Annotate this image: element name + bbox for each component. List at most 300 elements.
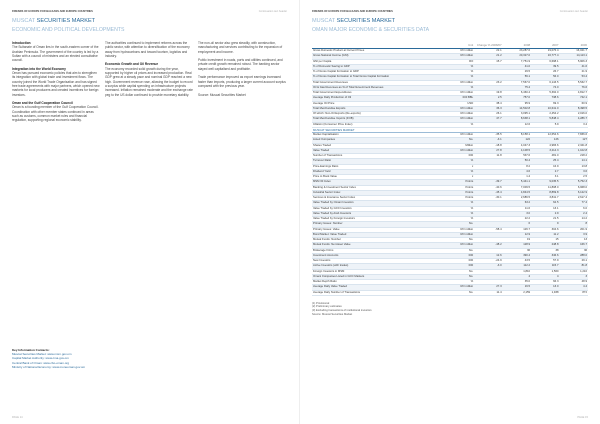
row-label: Brokerage Firms [312, 248, 447, 253]
row-label: Price-Earnings Ratio [312, 164, 447, 169]
paragraph [12, 41, 100, 62]
row-label: Services & Insurance Sector Index [312, 196, 447, 201]
row-value-year-3: 1,210 [560, 269, 588, 274]
row-value-year-3: 21.9 [560, 70, 588, 75]
title-main: SECURITIES MARKET [336, 18, 396, 24]
row-value-year-3: 81.8 [560, 264, 588, 269]
row-value-year-3: 13.8 [560, 164, 588, 169]
row-value-year-1: 20,327.0 [503, 54, 531, 59]
paragraph-heading: Economic Growth and Oil Revenue [105, 62, 159, 67]
section-subtitle: ECONOMIC AND POLITICAL DEVELOPMENTS [12, 27, 125, 33]
row-value-year-3: 6,122.9 [560, 190, 588, 195]
row-value-year-2: 5.9 [531, 122, 559, 127]
row-label: Total Government Expenditures [312, 91, 447, 96]
row-value-year-1: 50.4 [503, 159, 531, 164]
paragraph [105, 62, 193, 96]
paragraph-body: The non-oil sector also grew steadily, with construction, manufacturing and services contributing to the expansion of employment and income. [198, 41, 283, 54]
row-label: Market Capitalisation [312, 133, 447, 138]
row-value-year-2: 9,035.5 [531, 180, 559, 185]
row-unit: Million [447, 143, 474, 148]
row-value-year-1: 12.9 [503, 232, 531, 237]
row-value-year-3: 2,016.0 [560, 112, 588, 117]
title-prefix: MUSCAT [312, 18, 336, 24]
row-value-year-1: 2,159 [503, 290, 531, 295]
row-label: Oil & Gas Revenues as % of Total Government Revenues [312, 85, 447, 90]
row-value-year-1: 95.9 [503, 101, 531, 106]
row-value-year-1: 75.4 [503, 85, 531, 90]
row-label: Of which: Non-Oil Exports (Re-exports) [312, 112, 447, 117]
paragraph-body: Oman is a founding member of the Gulf Cooperation Council. Coordination with other member states continued in areas such as customs, common market rules and financial regulation, supporting regional economic stability. [12, 105, 99, 123]
row-unit: RO million [447, 227, 474, 232]
row-change: -24.9 [474, 259, 502, 264]
row-change: 38.4 [474, 101, 502, 106]
row-value-year-1: 19 [503, 238, 531, 243]
row-value-year-1: 390.4 [503, 253, 531, 258]
section-subtitle: OMAN MAJOR ECONOMIC & SECURITIES DATA [312, 27, 430, 33]
row-unit: RO million [447, 112, 474, 117]
paragraph-body: Source: Muscat Securities Market [198, 92, 246, 97]
row-value-year-2: 5,392.0 [531, 91, 559, 96]
row-label: % of Gross Capital Formation to Total Gross Capital Formation [312, 75, 447, 80]
row-label: Market Depth Ratio [312, 280, 447, 285]
row-label: GNI per Capita [312, 59, 447, 64]
row-value-year-2: 2,454.2 [531, 112, 559, 117]
row-value-year-3: 2,617.4 [560, 196, 588, 201]
row-value-year-3: 76.6 [560, 85, 588, 90]
row-value-year-2: 3,841.7 [531, 196, 559, 201]
row-label: Foreign Investors in MSM [312, 269, 447, 274]
row-unit: 000 [447, 253, 474, 258]
data-table-header [312, 40, 588, 49]
row-value-year-2: 39.5 [531, 64, 559, 69]
row-value-year-2: 304.6 [531, 227, 559, 232]
running-continuation: Continuation text header [559, 10, 588, 13]
table-note: (1) Provisional [312, 301, 330, 305]
row-value-year-1: 8,638.1 [503, 117, 531, 122]
row-unit: RO million [447, 243, 474, 248]
row-unit: % [447, 122, 474, 127]
header-year-2: 2007 [531, 40, 559, 49]
row-value-year-1: 128.9 [503, 243, 531, 248]
row-value-year-1: 35.0 [503, 280, 531, 285]
row-value-year-3: 3.4 [560, 122, 588, 127]
paragraph-body: The economy recorded solid growth during the year, supported by higher oil prices and increased production. Real GDP grew at a steady pace and nominal GDP reached a new high. Government revenue rose, allowing the budget to record a surplus while capital spending on infrastructure projects increased. Inflation remained moderate and the exchange rate peg to the US dollar continued to provide monetary stability. [105, 66, 193, 97]
row-value-year-2: 3,214.3 [531, 148, 559, 153]
contact-link[interactable]: Capital Market Authority: www.cma.gov.om [12, 356, 69, 361]
section-title [312, 18, 588, 25]
row-unit: % [447, 211, 474, 216]
row-value-year-2: 62.5 [531, 201, 559, 206]
row-value-year-1: 8.2 [503, 164, 531, 169]
row-value-year-1: 5,441.1 [503, 180, 531, 185]
row-value-year-1: 41.0 [503, 64, 531, 69]
row-value-year-1: 3.0 [503, 211, 531, 216]
paragraph-heading: Integration into the World Economy [12, 66, 66, 71]
paragraph-heading: Introduction [12, 41, 31, 45]
row-change: 2.5 [474, 96, 502, 101]
row-value-year-2: 21.5 [531, 217, 559, 222]
row-value-year-3: 5,906.3 [560, 59, 588, 64]
row-value-year-2: 126 [531, 138, 559, 143]
row-unit: RO million [447, 117, 474, 122]
row-unit: % [447, 217, 474, 222]
row-change: -30.1 [474, 196, 502, 201]
paragraph-body: Trade performance improved as export earnings increased faster than imports, producing a larger current account surplus compared with the previous year. [198, 75, 286, 88]
row-value-year-1: 7,567.0 [503, 80, 531, 85]
row-label: Turnover Ratio [312, 159, 447, 164]
row-unit: % [447, 206, 474, 211]
row-value-year-2: 6,143.5 [531, 80, 559, 85]
row-label: Average Daily Number of Transactions [312, 290, 447, 295]
text-column-1 [12, 41, 100, 127]
header-unit: Unit [447, 40, 474, 49]
row-value-year-2: 15 [531, 238, 559, 243]
row-value-year-3: 48.9 [560, 280, 588, 285]
row-label: Shares Traded [312, 143, 447, 148]
row-value-year-3: 5,752.3 [560, 180, 588, 185]
row-change: 19.8 [474, 91, 502, 96]
row-value-year-1: 122 [503, 138, 531, 143]
row-unit: USD [447, 101, 474, 106]
row-unit: % [447, 201, 474, 206]
row-value-year-2: 11.2 [531, 232, 559, 237]
row-change: 11.4 [474, 290, 502, 295]
row-value-year-2: 346.6 [531, 253, 559, 258]
row-value-year-2: 3.1 [531, 175, 559, 180]
row-unit: No. [447, 290, 474, 295]
text-columns [12, 41, 287, 127]
note-heading: Key Information Contacts: [12, 348, 50, 352]
row-unit: % [447, 64, 474, 69]
row-label: Value Traded [312, 148, 447, 153]
row-unit: % [447, 169, 474, 174]
row-value-year-3: 29.1 [560, 259, 588, 264]
row-value-year-1: 7,009.5 [503, 185, 531, 190]
row-unit: No. [447, 238, 474, 243]
row-value-year-1: 1,810 [503, 269, 531, 274]
running-org: FRIENDS OF EUROPE FOR BALKANS AND EUROPE COUNTRIES [12, 10, 93, 13]
row-value-year-3: 2,341.8 [560, 143, 588, 148]
row-label: Gross Domestic Product at Current Prices [312, 49, 447, 54]
row-value-year-2: 9 [531, 222, 559, 227]
row-label: Value Traded by Arab Investors [312, 211, 447, 216]
row-value-year-2: 13.1 [531, 206, 559, 211]
row-value-year-3: 4.4 [560, 285, 588, 290]
row-value-year-2: 4,983.6 [531, 143, 559, 148]
row-value-year-2: 25.4 [531, 159, 559, 164]
paragraph [12, 67, 100, 97]
row-value-year-1: 14,502.8 [503, 106, 531, 111]
running-header [312, 10, 588, 14]
title-main: SECURITIES MARKET [36, 18, 96, 24]
row-change: -40.6 [474, 185, 502, 190]
group-title: MUSCAT SECURITIES MARKET [312, 127, 588, 132]
row-value-year-1: 7,751.9 [503, 59, 531, 64]
row-value-year-1: 6,460.4 [503, 91, 531, 96]
row-label: Gross National Income (GNI) [312, 54, 447, 59]
row-value-year-3: 77.4 [560, 201, 588, 206]
row-value-year-3: 218.2 [560, 154, 588, 159]
row-value-year-3: 5,532.7 [560, 80, 588, 85]
row-value-year-3: 8 [560, 222, 588, 227]
row-label: Investment Accounts [312, 253, 447, 258]
paragraph-body: The authorities continued to implement reforms across the public sector, with attention to diversification of the economy away from hydrocarbons and toward tourism, logistics and industry. [105, 41, 190, 58]
row-value-year-1: 16.5 [503, 285, 531, 290]
row-value-year-2: 13.0 [531, 285, 559, 290]
row-value-year-3: 127 [560, 138, 588, 143]
row-value-year-2: 16.9 [531, 164, 559, 169]
row-value-year-2: 10,641.0 [531, 106, 559, 111]
row-unit: 000 BBL [447, 96, 474, 101]
row-value-year-1: 3,095.1 [503, 112, 531, 117]
contact-link[interactable]: Muscat Securities Market: www.msm.gov.om [12, 352, 72, 357]
header-label [312, 40, 447, 49]
row-unit: No. [447, 269, 474, 274]
row-value-year-2: 26.7 [531, 70, 559, 75]
page-number: PAGE 15 [577, 416, 588, 419]
row-unit: x [447, 175, 474, 180]
row-value-year-3: 6,968.0 [560, 185, 588, 190]
row-unit: Points [447, 185, 474, 190]
row-value-year-1: 43.5 [503, 259, 531, 264]
row-value-year-2: 6,698.1 [531, 59, 559, 64]
row-label: Mutual Funds: Net Asset Value [312, 243, 447, 248]
row-value-year-1: 6 [503, 222, 531, 227]
row-value-year-3: 872 [560, 290, 588, 295]
row-value-year-1: 12.6 [503, 122, 531, 127]
table-note: Source: Muscat Securities Market [312, 312, 353, 316]
row-label: % of Domestic Saving to GDP [312, 64, 447, 69]
section-title [12, 18, 287, 25]
row-value-year-1: 4,844.5 [503, 190, 531, 195]
row-value-year-2: 66.3 [531, 280, 559, 285]
paragraph-body: Public investment in roads, ports and utilities continued, and private credit growth remained robust. The banking sector stayed well capitalised and profitable. [198, 58, 283, 71]
row-unit: RO million [447, 80, 474, 85]
row-unit: No. [447, 248, 474, 253]
row-value-year-2: 115.7 [531, 264, 559, 269]
row-value-year-1: 36 [503, 248, 531, 253]
row-unit: % [447, 85, 474, 90]
row-change: -48.2 [474, 243, 502, 248]
row-change: 12.6 [474, 253, 502, 258]
row-unit: Points [447, 190, 474, 195]
row-label: Total Government Revenues [312, 80, 447, 85]
row-unit: % [447, 70, 474, 75]
text-column-2 [105, 41, 193, 127]
row-unit: RO [447, 59, 474, 64]
row-unit: 000 [447, 154, 474, 159]
row-value-year-3: 14.2 [560, 217, 588, 222]
row-value-year-3: 8,498.5 [560, 106, 588, 111]
text-column-3 [198, 41, 286, 127]
row-change: -58.4 [474, 227, 502, 232]
paragraph-heading: Oman and the Gulf Cooperation Council [12, 101, 73, 106]
row-value-year-2: 16,777.4 [531, 54, 559, 59]
table-note: (3) Excluding transactions of institutional investors [312, 308, 372, 312]
header-change: Change % 2008/07 [474, 40, 502, 49]
row-unit: RO million [447, 54, 474, 59]
row-label: Bond Market: Value Traded [312, 232, 447, 237]
row-value-year-1: 63.2 [503, 201, 531, 206]
contact-link[interactable]: Central Bank of Oman: www.cbo-oman.org [12, 360, 70, 365]
row-value-year-3: 41.6 [560, 64, 588, 69]
row-change: 23.2 [474, 80, 502, 85]
row-value-year-2: 38 [531, 248, 559, 253]
paragraph-body: Oman has pursued economic policies that aim to strengthen its integration with global trade and investment flows. The country joined the World Trade Organisation and has signed free trade agreements with major partners, which opened new markets for local producers and created incentives for foreign investors. [12, 71, 100, 97]
header-year-1: 2008 [503, 40, 531, 49]
row-value-year-2: 8,869.8 [531, 190, 559, 195]
row-value-year-3: 742.1 [560, 96, 588, 101]
row-value-year-2: 4 [531, 274, 559, 279]
row-value-year-2: 2.9 [531, 211, 559, 216]
row-label: % of Gross Capital Formation to GDP [312, 70, 447, 75]
key-contacts-note [12, 348, 142, 369]
row-value-year-2: 2.7 [531, 169, 559, 174]
running-continuation: Continuation text header [258, 10, 287, 13]
row-value-year-3: 36 [560, 248, 588, 253]
table-note: (2) Preliminary estimates [312, 305, 342, 309]
row-value-year-2: 74.0 [531, 85, 559, 90]
row-value-year-2: 481.0 [531, 154, 559, 159]
row-label: Total Merchandise Exports [312, 106, 447, 111]
row-value-year-2: 69.3 [531, 101, 559, 106]
running-org: FRIENDS OF EUROPE FOR BALKANS AND EUROPE COUNTRIES [312, 10, 393, 13]
row-unit: No. [447, 138, 474, 143]
paragraph-body: The Sultanate of Oman lies in the south-eastern corner of the Arabian Peninsula. The government of the country is led by a Sultan with a council of ministers and an elected consultative council. [12, 45, 99, 63]
row-value-year-3: 7,836.6 [560, 133, 588, 138]
row-change: 27.8 [474, 148, 502, 153]
row-unit: x [447, 164, 474, 169]
paragraph [198, 58, 286, 71]
row-value-year-2: 1,560 [531, 269, 559, 274]
row-value-year-3: 60.9 [560, 101, 588, 106]
row-unit: 000 [447, 259, 474, 264]
row-value-year-1: 11.6 [503, 206, 531, 211]
row-value-year-2: 738.6 [531, 96, 559, 101]
row-value-year-2: 248.8 [531, 243, 559, 248]
row-unit: RO million [447, 49, 474, 54]
row-value-year-3: 14.1 [560, 159, 588, 164]
row-value-year-1: 126.7 [503, 227, 531, 232]
row-unit: 000 [447, 264, 474, 269]
row-change: -18.8 [474, 143, 502, 148]
row-value-year-3: 53.4 [560, 75, 588, 80]
row-change: -35.5 [474, 133, 502, 138]
table-row [312, 290, 588, 295]
row-label: Industrial Sector Index [312, 190, 447, 195]
row-change: 27.3 [474, 285, 502, 290]
row-value-year-3: 2.4 [560, 211, 588, 216]
row-label: Active Investors (with trades) [312, 264, 447, 269]
row-change: -45.4 [474, 190, 502, 195]
row-change: -39.7 [474, 180, 502, 185]
row-value-year-2: 1,938 [531, 290, 559, 295]
row-unit: % [447, 75, 474, 80]
table-notes [312, 302, 588, 316]
row-unit: RO million [447, 133, 474, 138]
row-change: -3.1 [474, 138, 502, 143]
row-change: 22.1 [474, 49, 502, 54]
row-change: -3.0 [474, 264, 502, 269]
row-label: Value Traded by Omani Investors [312, 201, 447, 206]
row-unit: Points [447, 180, 474, 185]
row-change: 15.7 [474, 59, 502, 64]
row-label: Listed Companies [312, 138, 447, 143]
row-unit: RO million [447, 148, 474, 153]
row-unit: RO million [447, 91, 474, 96]
row-label: Primary Issues: Value [312, 227, 447, 232]
row-unit: RO million [447, 106, 474, 111]
contact-link[interactable]: Ministry of National Economy: www.moneoman.gov.om [12, 364, 86, 369]
row-unit: % [447, 280, 474, 285]
row-label: Average Oil Price [312, 101, 447, 106]
row-value-year-3: 13 [560, 238, 588, 243]
title-prefix: MUSCAT [12, 18, 36, 24]
economic-indicators-group [312, 49, 588, 127]
row-label: New Investors [312, 259, 447, 264]
row-value-year-3: 6.0 [560, 206, 588, 211]
row-value-year-3: 3.6 [560, 169, 588, 174]
row-value-year-2: 11,808.0 [531, 185, 559, 190]
row-value-year-3: 2.5 [560, 175, 588, 180]
row-value-year-1: 4,108.5 [503, 148, 531, 153]
row-value-year-3: 3.9 [560, 232, 588, 237]
page-number: PAGE 14 [12, 416, 23, 419]
row-value-year-2: 56.0 [531, 75, 559, 80]
row-value-year-3: 4,286.7 [560, 117, 588, 122]
row-change: 26.1 [474, 112, 502, 117]
row-value-year-1: 537.6 [503, 154, 531, 159]
row-value-year-2: 57.9 [531, 259, 559, 264]
row-value-year-1: 112.2 [503, 264, 531, 269]
row-label: Dividend Yield [312, 169, 447, 174]
row-value-year-1: 22.2 [503, 217, 531, 222]
row-change: 11.8 [474, 154, 502, 159]
paragraph [12, 101, 100, 122]
row-label: Inflation (Consumer Price Index) [312, 122, 447, 127]
paragraph [198, 93, 286, 97]
row-value-year-3: 1,102.8 [560, 148, 588, 153]
row-value-year-2: 19,076.4 [531, 49, 559, 54]
row-unit: No. [447, 274, 474, 279]
row-value-year-1: 4.6 [503, 169, 531, 174]
row-label: Price to Book Value [312, 175, 447, 180]
row-value-year-3: 14,113.1 [560, 54, 588, 59]
row-value-year-1: 4 [503, 274, 531, 279]
row-unit: % [447, 159, 474, 164]
running-header [12, 10, 287, 14]
row-change: 47.7 [474, 117, 502, 122]
row-value-year-1: 4,047.3 [503, 143, 531, 148]
row-value-year-1: 1.4 [503, 175, 531, 180]
row-unit: No. [447, 222, 474, 227]
row-value-year-3: 4,812.7 [560, 91, 588, 96]
row-label: Number of Transactions [312, 154, 447, 159]
row-label: Value Traded by GCC Investors [312, 206, 447, 211]
market-indicators-group [312, 133, 588, 296]
header-year-3: 2006 [560, 40, 588, 49]
row-value-year-1: 8,158.1 [503, 133, 531, 138]
row-value-year-3: 288.0 [560, 253, 588, 258]
row-label: Average Daily Production of Oil [312, 96, 447, 101]
paragraph [198, 75, 286, 88]
row-unit: Points [447, 196, 474, 201]
row-value-year-1: 23,287.6 [503, 49, 531, 54]
row-label: Value Traded by Foreign Investors [312, 217, 447, 222]
row-label: Primary Issues: Number [312, 222, 447, 227]
row-value-year-1: 2,686.5 [503, 196, 531, 201]
row-value-year-2: 5,848.4 [531, 117, 559, 122]
